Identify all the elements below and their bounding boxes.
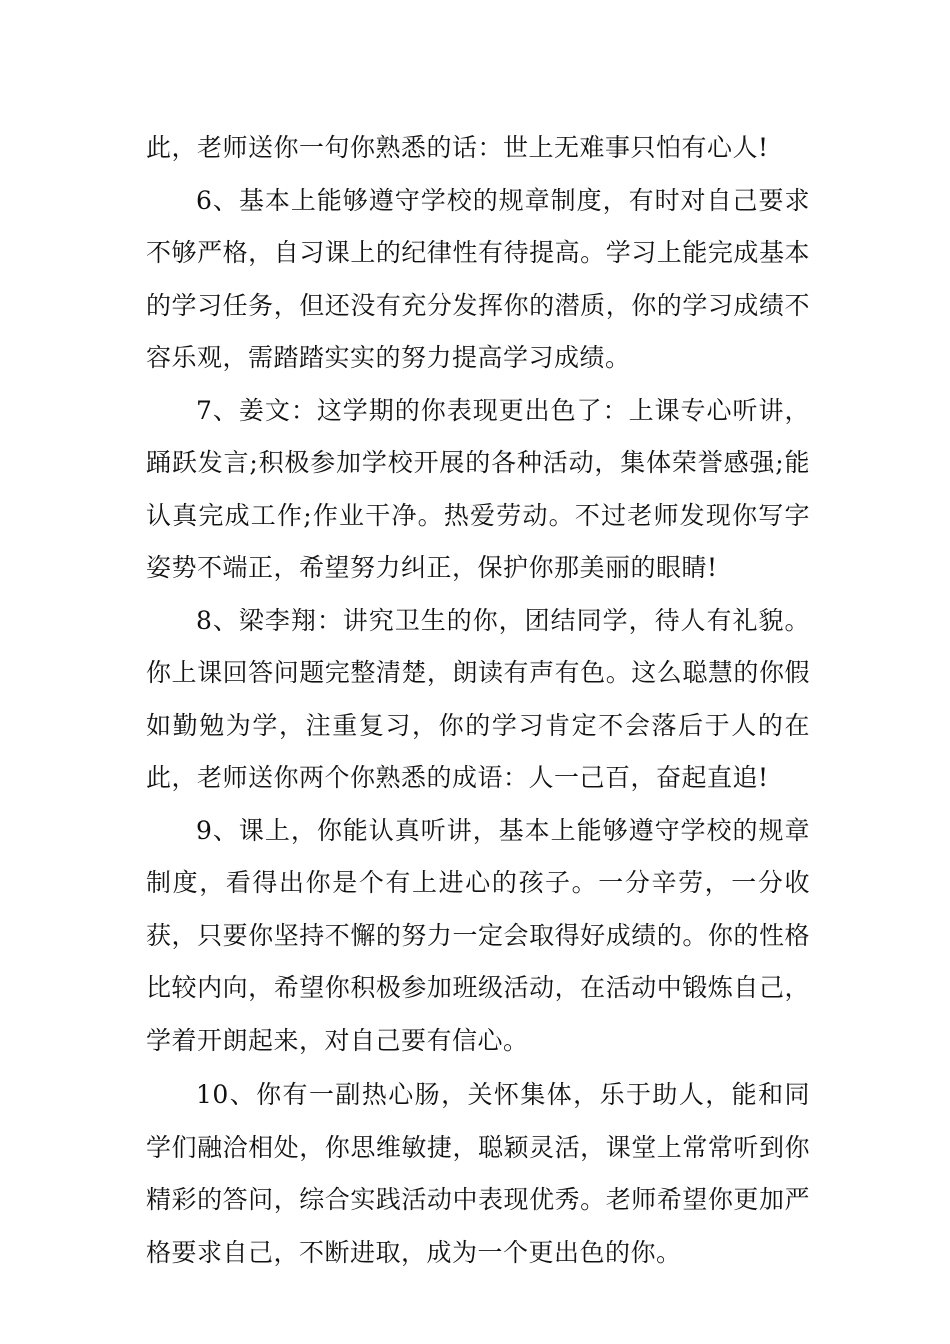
paragraph-comment-9: 9、课上，你能认真听讲，基本上能够遵守学校的规章制度，看得出你是个有上进心的孩子。一分辛劳，一分收获，只要你坚持不懈的努力一定会取得好成绩的。你的性格比较内向，希望你积极参加班级活动，在活动中锻炼自己，学着开朗起来，对自己要有信心。 — [146, 815, 810, 1055]
paragraph-comment-7: 7、姜文：这学期的你表现更出色了：上课专心听讲，踊跃发言;积极参加学校开展的各种活动，集体荣誉感强;能认真完成工作;作业干净。热爱劳动。不过老师发现你写字姿势不端正，希望努力纠正，保护你那美丽的眼睛! — [146, 395, 810, 582]
paragraph-comment-10: 10、你有一副热心肠，关怀集体，乐于助人，能和同学们融洽相处，你思维敏捷，聪颖灵活，课堂上常常听到你精彩的答问，综合实践活动中表现优秀。老师希望你更加严格要求自己，不断进取，成为一个更出色的你。 — [146, 1080, 810, 1267]
paragraph-continuation: 此，老师送你一句你熟悉的话：世上无难事只怕有心人! — [146, 133, 769, 162]
paragraph-comment-8: 8、梁李翔：讲究卫生的你，团结同学，待人有礼貌。你上课回答问题完整清楚，朗读有声有色。这么聪慧的你假如勤勉为学，注重复习，你的学习肯定不会落后于人的在此，老师送你两个你熟悉的成语：人一己百，奋起直追! — [146, 605, 810, 792]
paragraph-comment-6: 6、基本上能够遵守学校的规章制度，有时对自己要求不够严格，自习课上的纪律性有待提高。学习上能完成基本的学习任务，但还没有充分发挥你的潜质，你的学习成绩不容乐观，需踏踏实实的努力提高学习成绩。 — [146, 185, 810, 372]
document-body — [146, 122, 810, 1279]
